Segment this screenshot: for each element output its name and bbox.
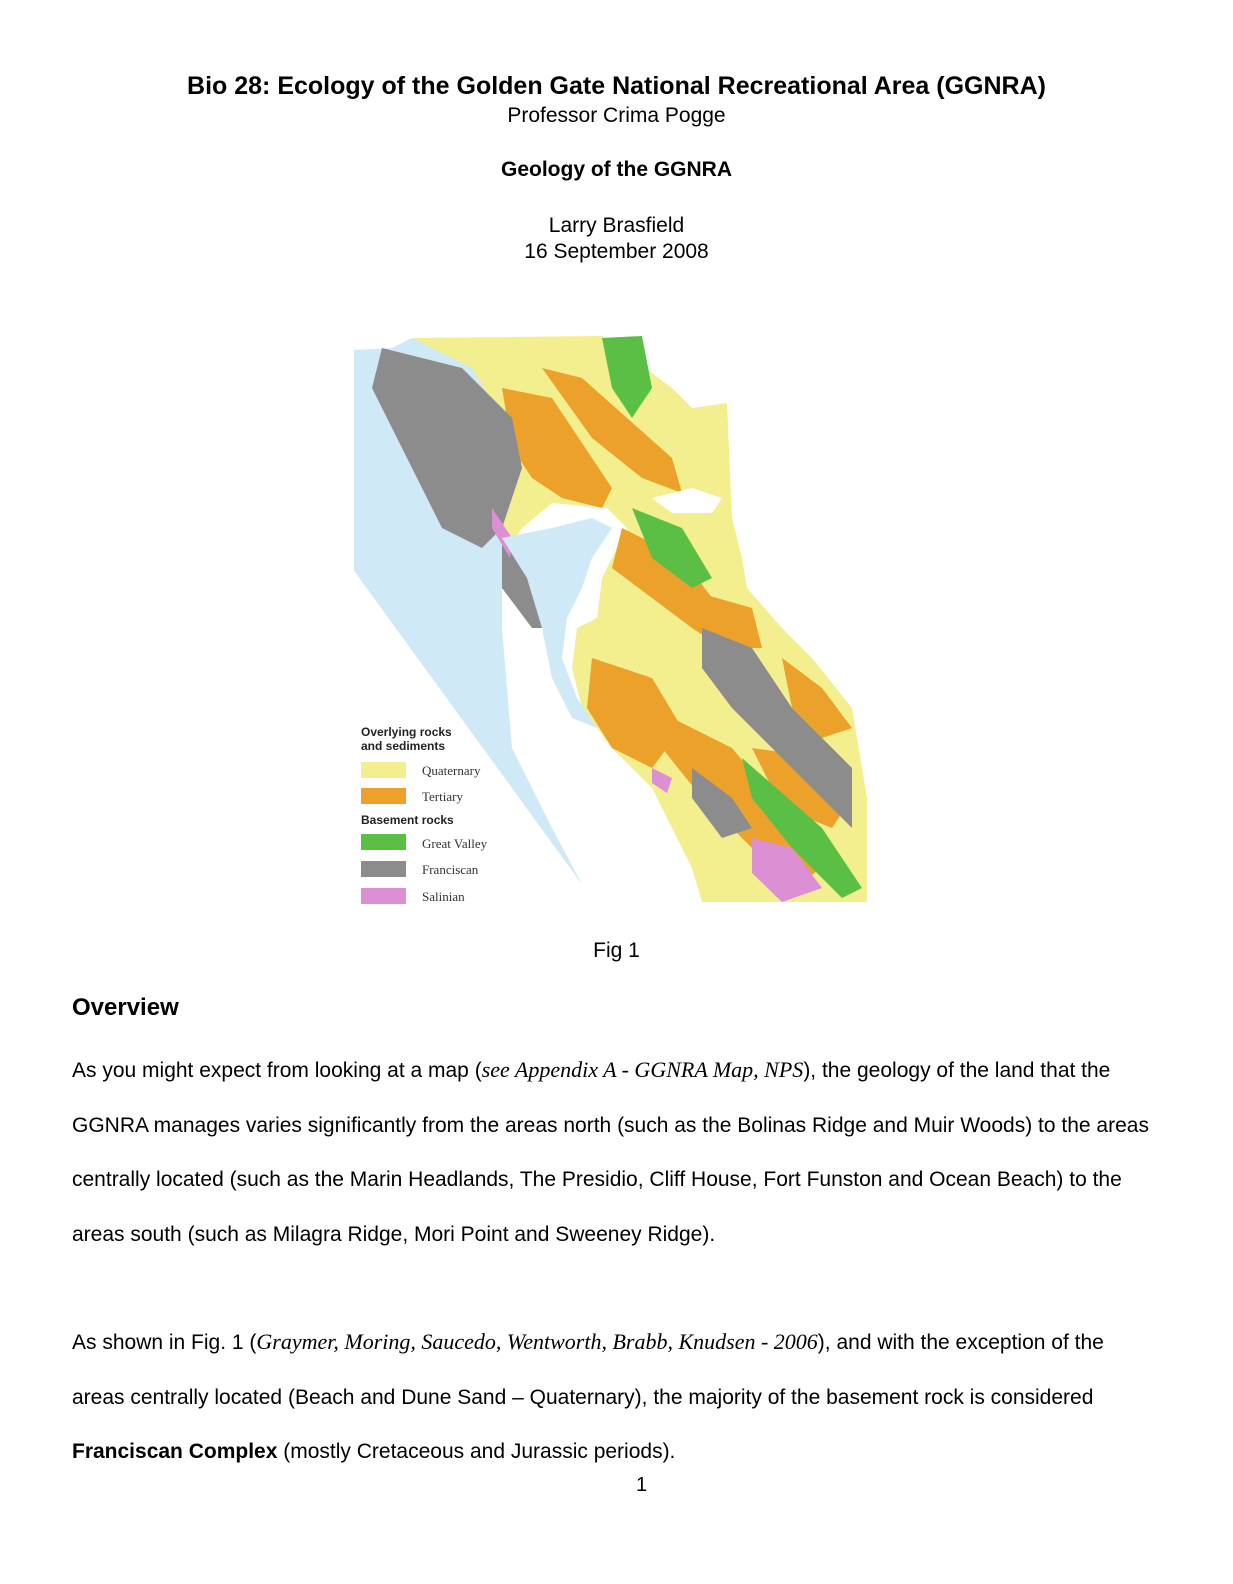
p2-bold-term: Franciscan Complex [72,1440,278,1463]
author-name: Larry Brasfield [548,214,685,237]
overview-paragraph-2 [72,1315,1162,1480]
page-number: 1 [635,1474,648,1496]
legend-swatch-franciscan [361,861,406,877]
professor-name: Professor Crima Pogge [507,104,726,127]
p2-text-c: (mostly Cretaceous and Jurassic periods). [277,1440,676,1463]
legend-heading-overlying-2: and sediments [361,739,446,753]
legend-label-great-valley: Great Valley [422,836,488,851]
overview-paragraph-1 [72,1043,1162,1262]
legend-label-franciscan: Franciscan [422,862,479,877]
document-title: Bio 28: Ecology of the Golden Gate National Recreational Area (GGNRA) [187,72,1046,100]
legend-heading-overlying-1: Overlying rocks [361,725,452,739]
figure-caption: Fig 1 [593,939,640,962]
p2-text-a: As shown in Fig. 1 ( [72,1331,257,1354]
p1-citation: see Appendix A - GGNRA Map, NPS [481,1057,804,1082]
legend-swatch-salinian [361,888,406,904]
overview-heading: Overview [72,994,179,1021]
legend-swatch-quaternary [361,762,406,778]
geology-map [352,328,872,912]
legend-label-tertiary: Tertiary [422,789,463,804]
p2-text-b: ), and with the exception of the areas centrally located (Beach and Dune Sand – Quaternary), the majority of the basement rock is considered [72,1331,1104,1409]
p2-citation: Graymer, Moring, Saucedo, Wentworth, Brabb, Knudsen - 2006 [256,1329,818,1354]
p1-text-a: As you might expect from looking at a map ( [72,1059,482,1082]
legend-label-quaternary: Quaternary [422,763,481,778]
document-subtitle: Geology of the GGNRA [501,158,732,181]
legend-label-salinian: Salinian [422,889,465,904]
legend-swatch-tertiary [361,788,406,804]
document-date: 16 September 2008 [524,240,709,263]
p1-text-b: ), the geology of the land that the GGNRA manages varies significantly from the areas north (such as the Bolinas Ridge and Muir Woods) to the areas centrally located (such as the Marin Headlands, The Presidio, Cliff House, Fort Funston and Ocean Beach) to the areas south (such as Milagra Ridge, Mori Point and Sweeney Ridge). [72,1059,1149,1246]
legend-heading-basement: Basement rocks [361,813,454,827]
legend-swatch-great-valley [361,834,406,850]
